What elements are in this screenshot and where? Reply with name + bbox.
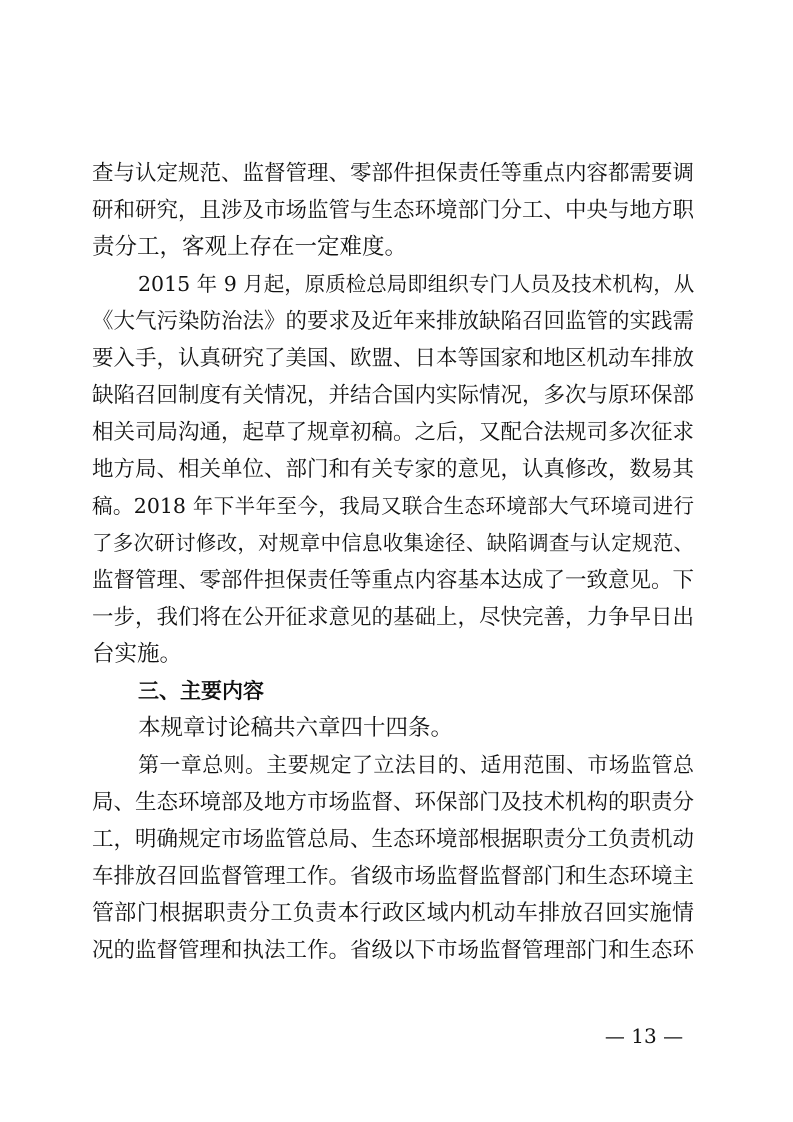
text-line: 了多次研讨修改，对规章中信息收集途径、缺陷调查与认定规范、 — [92, 531, 694, 555]
body-text — [92, 155, 694, 969]
text-line: 要入手，认真研究了美国、欧盟、日本等国家和地区机动车排放 — [92, 346, 695, 371]
text-line: 查与认定规范、监督管理、零部件担保责任等重点内容都需要调 — [92, 161, 695, 186]
text-line: 研和研究，且涉及市场监管与生态环境部门分工、中央与地方职 — [92, 198, 695, 223]
text-line: 地方局、相关单位、部门和有关专家的意见，认真修改，数易其 — [92, 457, 695, 482]
paragraph-start-line: 本规章讨论稿共六章四十四条。 — [138, 715, 454, 741]
text-line: 况的监督管理和执法工作。省级以下市场监督管理部门和生态环 — [92, 938, 695, 963]
text-line: 台实施。 — [92, 641, 183, 667]
text-line: 稿。2018 年下半年至今，我局又联合生态环境部大气环境司进行 — [92, 494, 694, 518]
text-line: 缺陷召回制度有关情况，并结合国内实际情况，多次与原环保部 — [92, 383, 695, 408]
paragraph-start-line: 2015 年 9 月起，原质检总局即组织专门人员及技术机构，从 — [138, 272, 695, 296]
text-line: 局、生态环境部及地方市场监督、环保部门及技术机构的职责分 — [92, 790, 695, 815]
section-heading: 三、主要内容 — [138, 679, 264, 703]
text-line: 相关司局沟通，起草了规章初稿。之后，又配合法规司多次征求 — [92, 420, 695, 445]
text-line: 《大气污染防治法》的要求及近年来排放缺陷召回监管的实践需 — [92, 309, 695, 334]
text-line: 工，明确规定市场监管总局、生态环境部根据职责分工负责机动 — [92, 827, 695, 852]
page-number: — 13 — — [604, 1024, 684, 1048]
text-line: 管部门根据职责分工负责本行政区域内机动车排放召回实施情 — [92, 901, 694, 926]
text-line: 车排放召回监督管理工作。省级市场监督监督部门和生态环境主 — [92, 864, 695, 889]
text-line: 责分工，客观上存在一定难度。 — [92, 234, 408, 260]
text-line: 一步，我们将在公开征求意见的基础上，尽快完善，力争早日出 — [92, 605, 695, 630]
paragraph-start-line: 第一章总则。主要规定了立法目的、适用范围、市场监管总 — [138, 753, 694, 777]
text-line: 监督管理、零部件担保责任等重点内容基本达成了一致意见。下 — [92, 568, 695, 593]
